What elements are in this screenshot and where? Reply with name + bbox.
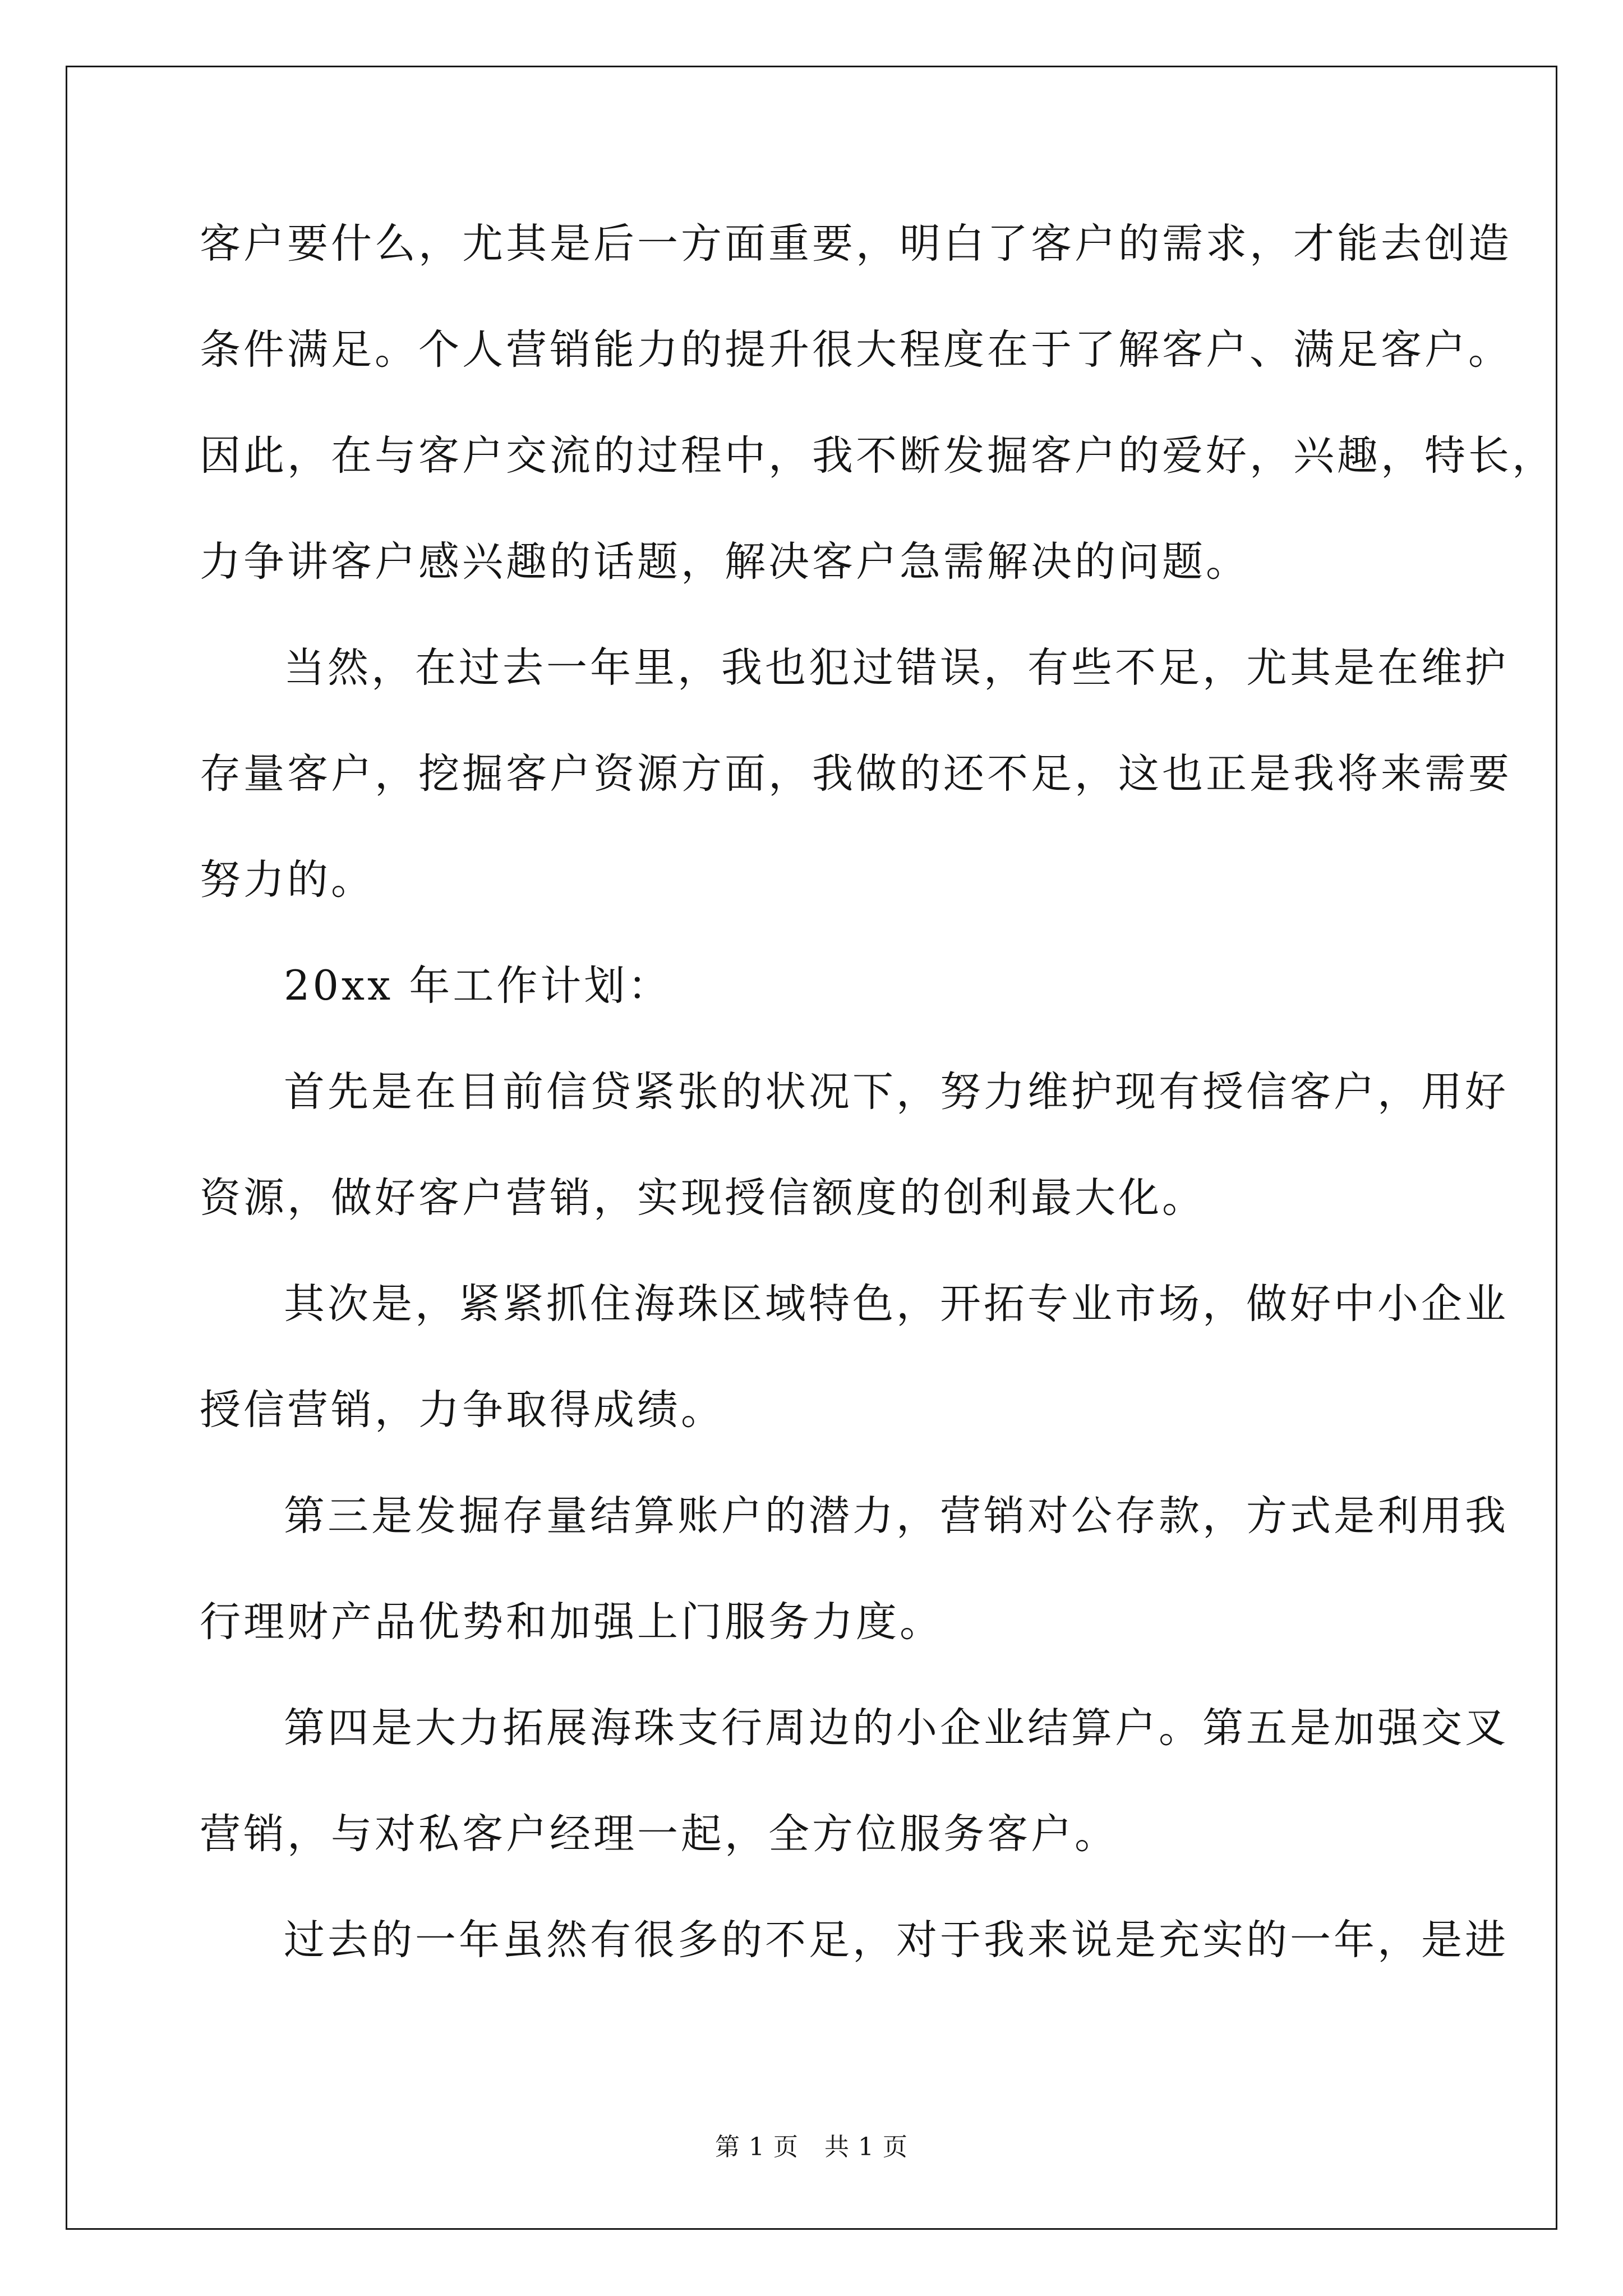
page-border bbox=[66, 66, 1557, 2230]
text-line: 第四是大力拓展海珠支行周边的小企业结算户。第五是加强交叉 bbox=[284, 1704, 1509, 1752]
page-footer bbox=[0, 2131, 1623, 2164]
text-line: 授信营销，力争取得成绩。 bbox=[200, 1386, 725, 1434]
text-line: 行理财产品优势和加强上门服务力度。 bbox=[200, 1598, 943, 1646]
text-line: 其次是，紧紧抓住海珠区域特色，开拓专业市场，做好中小企业 bbox=[284, 1280, 1509, 1328]
text-line: 存量客户，挖掘客户资源方面，我做的还不足，这也正是我将来需要 bbox=[200, 750, 1512, 798]
text-line: 条件满足。个人营销能力的提升很大程度在于了解客户、满足客户。 bbox=[200, 326, 1512, 374]
text-line: 客户要什么，尤其是后一方面重要，明白了客户的需求，才能去创造 bbox=[200, 220, 1512, 268]
text-line: 20xx 年工作计划： bbox=[284, 962, 672, 1010]
text-line: 努力的。 bbox=[200, 856, 375, 904]
text-line: 力争讲客户感兴趣的话题，解决客户急需解决的问题。 bbox=[200, 538, 1249, 586]
text-line: 资源，做好客户营销，实现授信额度的创利最大化。 bbox=[200, 1174, 1206, 1222]
text-line: 当然，在过去一年里，我也犯过错误，有些不足，尤其是在维护 bbox=[284, 644, 1509, 692]
text-line: 过去的一年虽然有很多的不足，对于我来说是充实的一年，是进 bbox=[284, 1916, 1509, 1964]
text-line: 营销，与对私客户经理一起，全方位服务客户。 bbox=[200, 1810, 1118, 1858]
page-number-total: 共 1 页 bbox=[824, 2133, 908, 2161]
page-number-current: 第 1 页 bbox=[715, 2133, 799, 2161]
text-line: 因此，在与客户交流的过程中，我不断发掘客户的爱好，兴趣，特长， bbox=[200, 432, 1556, 480]
text-line: 第三是发掘存量结算账户的潜力，营销对公存款，方式是利用我 bbox=[284, 1492, 1509, 1540]
text-line: 首先是在目前信贷紧张的状况下，努力维护现有授信客户，用好 bbox=[284, 1068, 1509, 1116]
